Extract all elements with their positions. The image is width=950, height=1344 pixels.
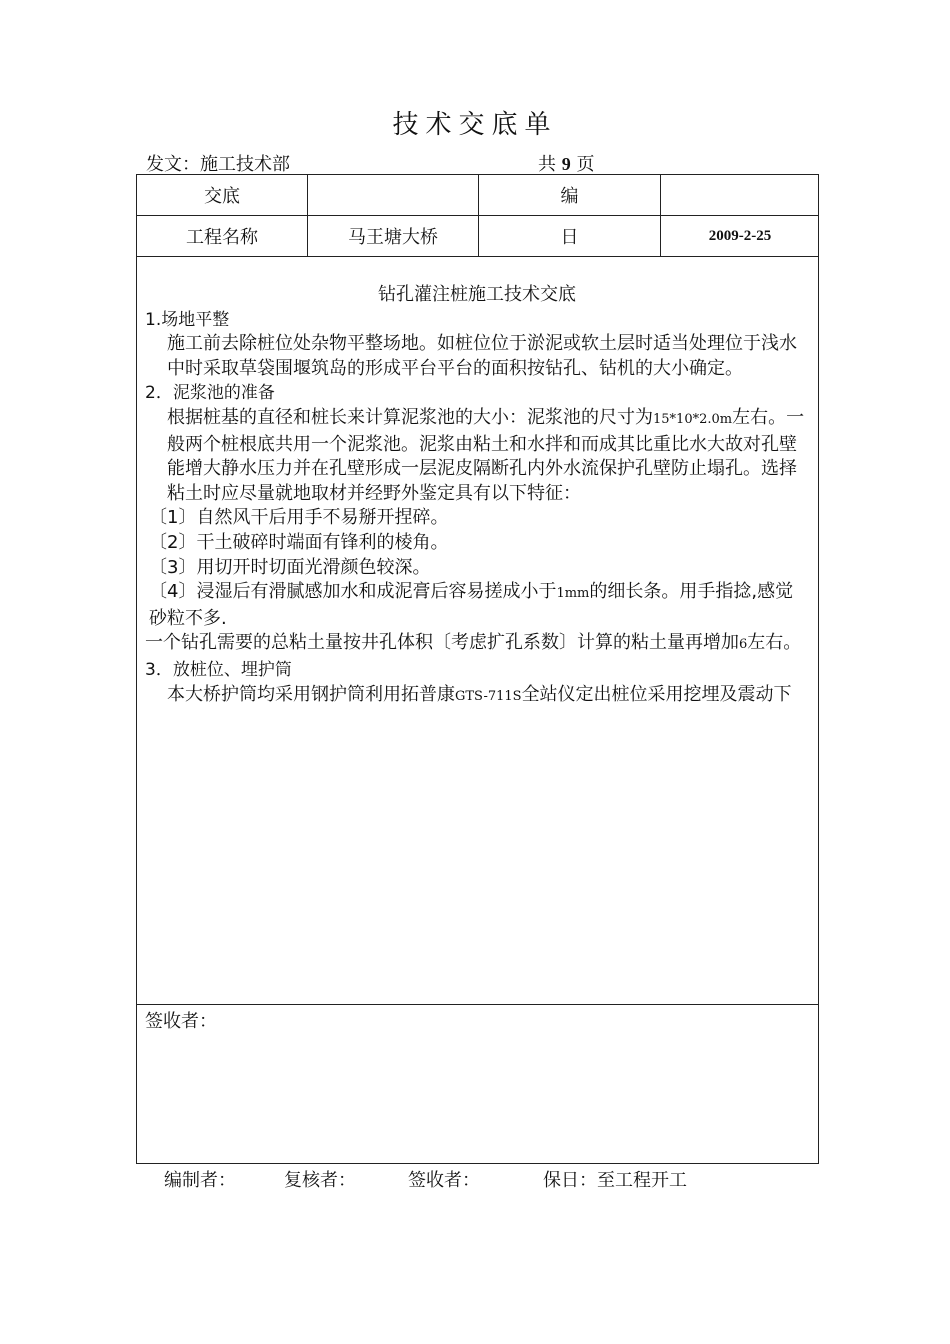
handover-label: 交底	[204, 186, 240, 207]
content-heading: 钻孔灌注桩施工技术交底	[378, 284, 576, 305]
reviewer-label: 复核者：	[284, 1170, 356, 1191]
section-3-paragraph	[145, 683, 809, 710]
grid-line	[137, 1004, 818, 1005]
clay-text-b: 左右。	[747, 632, 802, 654]
grid-line	[137, 256, 818, 257]
list-item: 〔2〕干土破碎时端面有锋利的棱角。	[149, 531, 449, 553]
strip-size: 1mm	[556, 586, 590, 602]
list-item-text-b: 的细长条。用手指捻,感觉砂粒不多.	[149, 581, 794, 629]
pool-dimension: 15*10*2.0m	[653, 411, 733, 427]
section-2-paragraph	[145, 406, 809, 506]
number-value	[661, 175, 819, 215]
section-2-text-b: 左右。一般两个桩根底共用一个泥浆池。泥浆由粘土和水拌和而成其比重比水大故对孔壁能增大静水压力并在孔壁形成一层泥皮隔断孔内外水流保护孔壁防止塌孔。选择粘土时应尽量就地取材并经野外鉴定具有以下特征：	[167, 406, 805, 504]
date-value: 2009-2-25	[708, 227, 772, 244]
project-name-value: 马王塘大桥	[348, 227, 438, 248]
section-2-title: 2．泥浆池的准备	[145, 383, 275, 404]
handover-value	[308, 175, 478, 215]
content-body	[145, 283, 809, 709]
page-count	[538, 150, 594, 176]
section-3-text-a: 本大桥护筒均采用钢护筒利用拓普康	[167, 683, 455, 705]
clay-increase-number: 6	[739, 637, 748, 653]
list-item: 〔1〕自然风干后用手不易掰开捏碎。	[149, 507, 449, 529]
instrument-model: GTS-711S	[455, 688, 522, 704]
signee-label: 签收者：	[145, 1011, 217, 1032]
list-item-text-a: 〔4〕浸湿后有滑腻感加水和成泥膏后容易搓成小于	[149, 581, 557, 603]
section-2-text-a: 根据桩基的直径和桩长来计算泥浆池的大小：泥浆池的尺寸为	[167, 406, 653, 428]
date-label: 日	[560, 227, 579, 248]
section-1-title: 1.场地平整	[145, 309, 230, 330]
handover-form	[136, 174, 819, 1164]
clay-text-a: 一个钻孔需要的总粘土量按井孔体积〔考虑扩孔系数〕计算的粘土量再增加	[145, 632, 739, 654]
section-3-text-b: 全站仪定出桩位采用挖埋及震动下	[521, 683, 792, 705]
clay-amount-paragraph	[145, 631, 809, 658]
document-title: 技术交底单	[392, 110, 558, 140]
section-1-paragraph: 施工前去除桩位处杂物平整场地。如桩位位于淤泥或软土层时适当处理位于浅水中时采取草袋围堰筑岛的形成平台平台的面积按钻孔、钻机的大小确定。	[167, 333, 797, 379]
retention-label: 保日：至工程开工	[543, 1170, 687, 1191]
list-item: 〔3〕用切开时切面光滑颜色较深。	[149, 556, 431, 578]
number-label: 编	[560, 186, 579, 207]
project-name-label: 工程名称	[186, 227, 258, 248]
list-item	[145, 580, 809, 631]
page-count-suffix: 页	[576, 154, 595, 175]
section-3-title: 3．放桩位、埋护筒	[145, 659, 292, 680]
receiver-label: 签收者：	[408, 1170, 480, 1191]
issuer-label: 发文：施工技术部	[146, 154, 290, 175]
compiler-label: 编制者：	[164, 1170, 236, 1191]
page-count-prefix: 共	[538, 154, 556, 175]
page-count-number: 9	[561, 154, 571, 174]
